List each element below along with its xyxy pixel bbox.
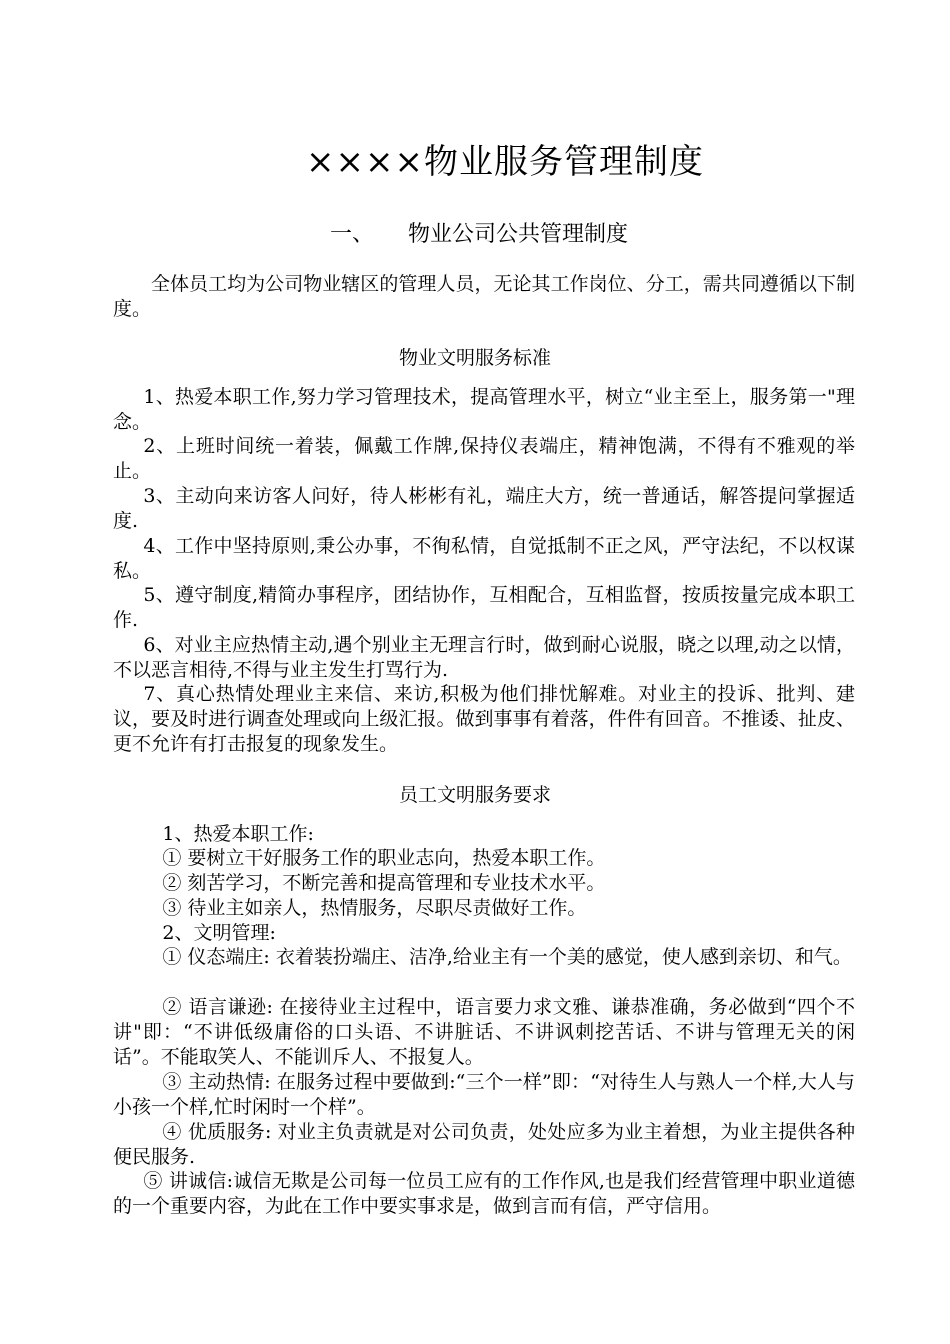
section-title: 物业公司公共管理制度 (408, 222, 629, 247)
standard-item-1: 1、热爱本职工作,努力学习管理技术，提高管理水平，树立“业主至上，服务第一"理念。 (113, 386, 855, 433)
subsection-title-requirements: 员工文明服务要求 (398, 784, 551, 806)
standard-item-4: 4、工作中坚持原则,秉公办事，不徇私情，自觉抵制不正之风，严守法纪，不以权谋私。 (113, 535, 855, 582)
standard-item-7: 7、真心热情处理业主来信、来访,积极为他们排忧解难。对业主的投诉、批判、建议，要及时进行调查处理或向上级汇报。做到事事有着落，件件有回音。不推诿、扯皮、更不允许有打击报复的现象发生。 (113, 683, 855, 755)
requirement-item: ③ 待业主如亲人，热情服务，尽职尽责做好工作。 (162, 897, 587, 919)
standard-item-2: 2、上班时间统一着装，佩戴工作牌,保持仪表端庄，精神饱满，不得有不雅观的举止。 (113, 435, 855, 482)
subsection-title-standards: 物业文明服务标准 (398, 347, 551, 369)
requirement-item: ④ 优质服务: 对业主负责就是对公司负责，处处应多为业主着想，为业主提供各种便民服务. (113, 1121, 855, 1168)
requirement-item: ⑤ 讲诚信:诚信无欺是公司每一位员工应有的工作作风,也是我们经营管理中职业道德的一个重要内容，为此在工作中要实事求是，做到言而有信，严守信用。 (113, 1170, 855, 1217)
standard-item-3: 3、主动向来访客人问好，待人彬彬有礼，端庄大方，统一普通话，解答提问掌握适度. (113, 485, 855, 532)
section-number: 一、 (330, 222, 375, 247)
requirement-item: ① 要树立干好服务工作的职业志向，热爱本职工作。 (162, 847, 606, 869)
intro-paragraph: 全体员工均为公司物业辖区的管理人员，无论其工作岗位、分工，需共同遵循以下制度。 (113, 273, 855, 320)
standard-item-6: 6、对业主应热情主动,遇个别业主无理言行时，做到耐心说服，晓之以理,动之以情，不以恶言相待,不得与业主发生打骂行为. (113, 634, 855, 681)
requirement-item: ③ 主动热情: 在服务过程中要做到:“三个一样”即：“对待生人与熟人一个样,大人与小孩一个样,忙时闲时一个样”。 (113, 1071, 855, 1118)
requirement-item: ① 仪态端庄: 衣着装扮端庄、洁净,给业主有一个美的感觉，使人感到亲切、和气。 (162, 946, 852, 968)
requirement-item: ② 语言谦逊: 在接待业主过程中，语言要力求文雅、谦恭准确，务必做到“四个不讲"即：“不讲低级庸俗的口头语、不讲脏话、不讲讽刺挖苦话、不讲与管理无关的闲话”。不能取笑人、不能训斥人、不报复人。 (113, 996, 855, 1068)
requirement-item: 1、热爱本职工作: (162, 823, 314, 845)
section-heading (330, 220, 628, 250)
requirement-item: 2、文明管理: (162, 922, 276, 944)
standard-item-5: 5、遵守制度,精简办事程序，团结协作，互相配合，互相监督，按质按量完成本职工作. (113, 584, 855, 631)
requirement-item: ② 刻苦学习，不断完善和提高管理和专业技术水平。 (162, 872, 606, 894)
document-title: ××××物业服务管理制度 (306, 142, 704, 182)
